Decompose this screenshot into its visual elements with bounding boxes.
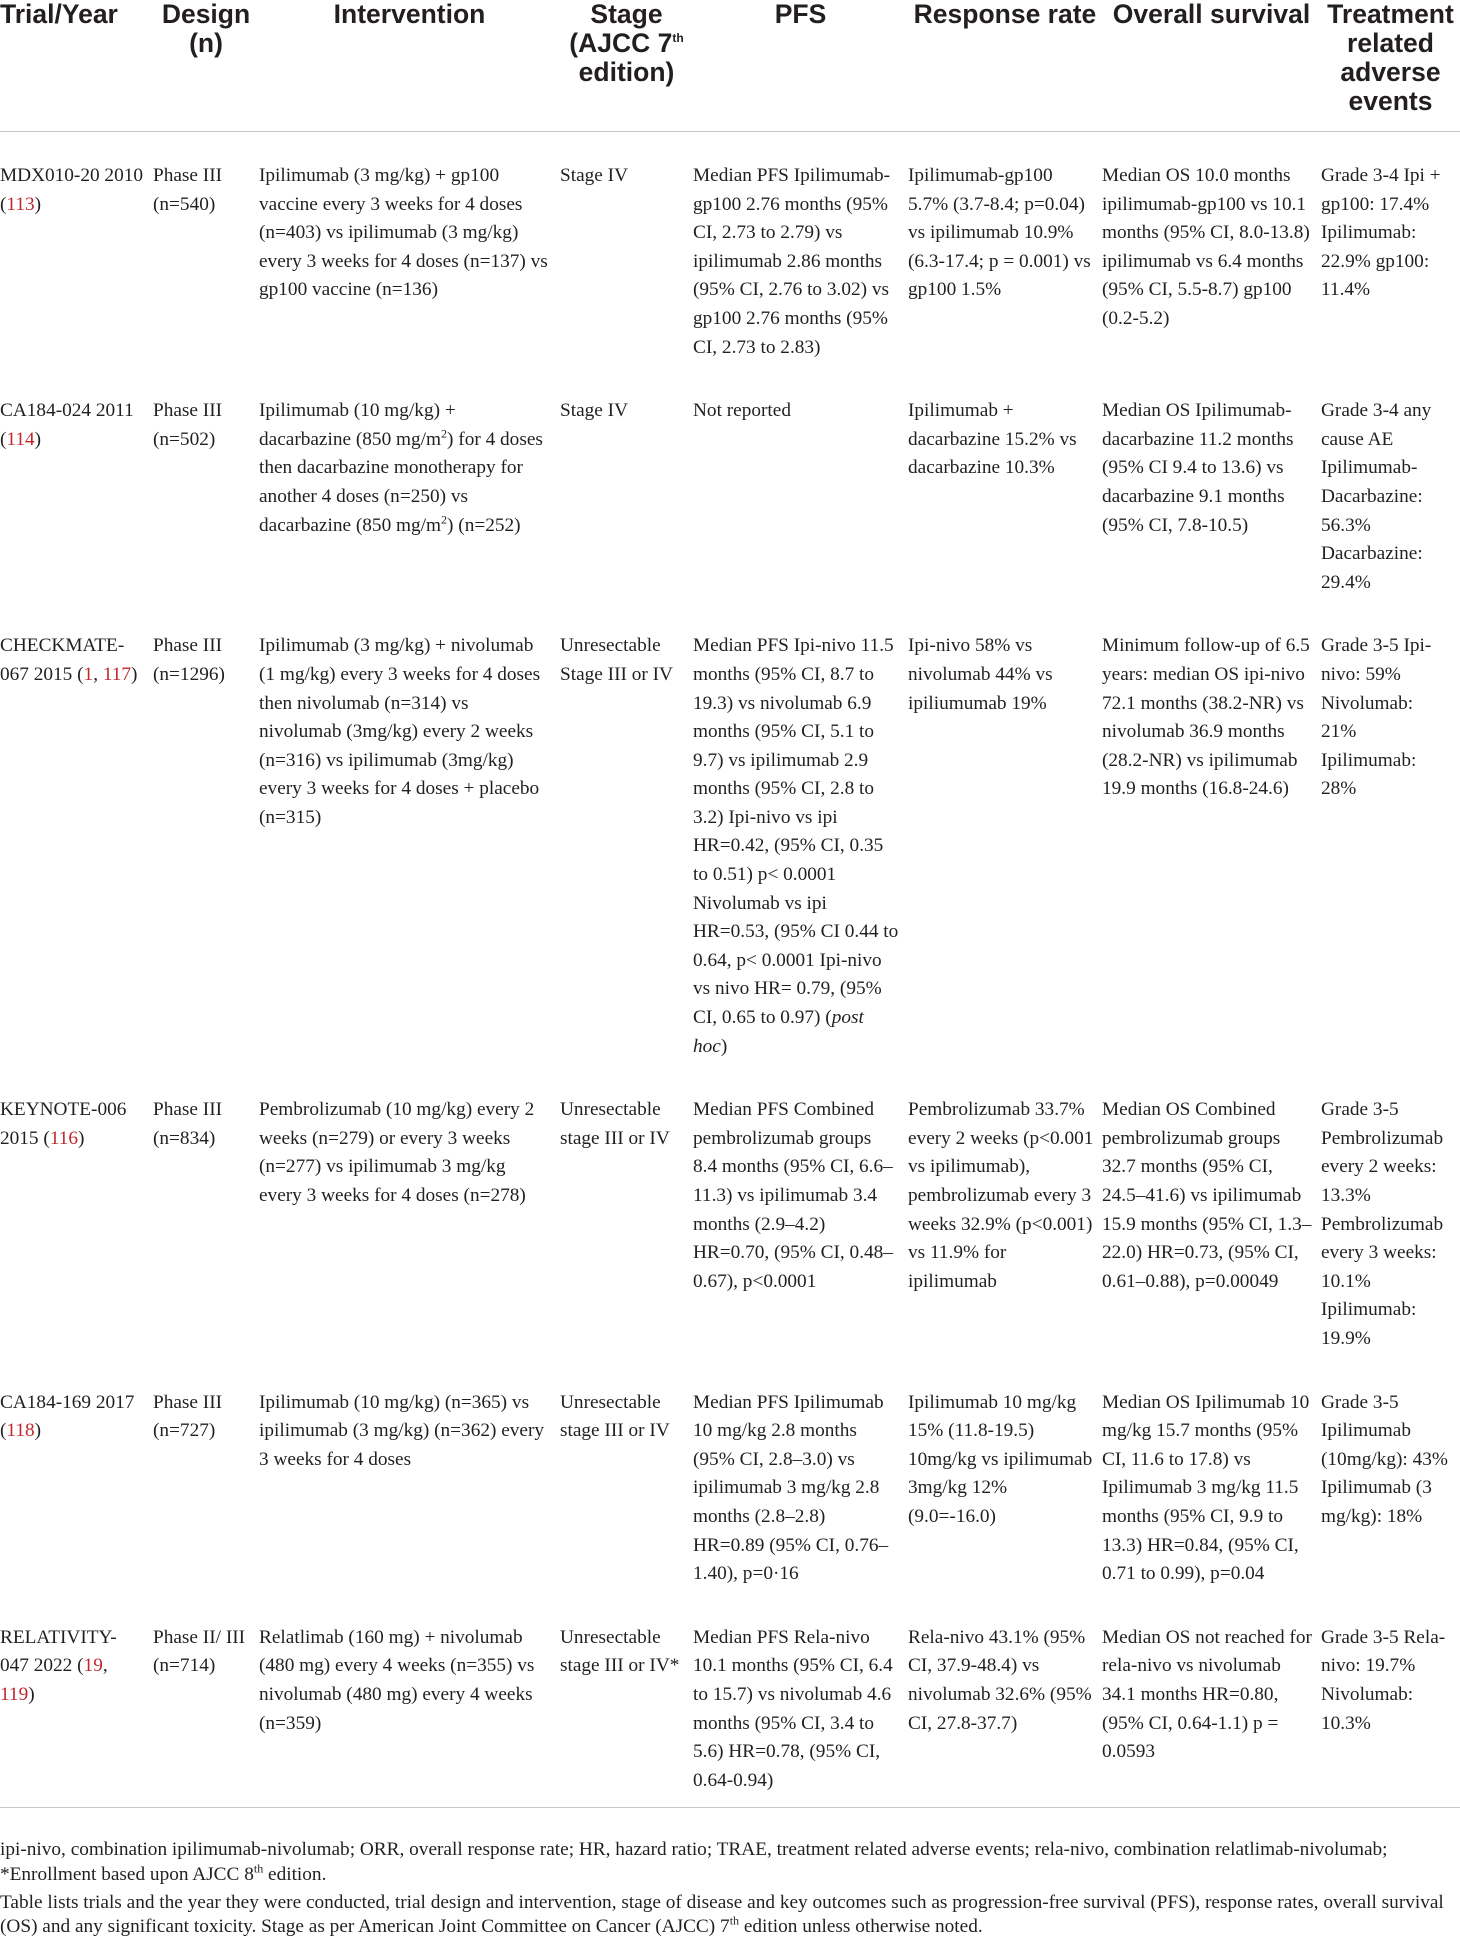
footnote-abbreviations: ipi-nivo, combination ipilimumab-nivolumab; ORR, overall response rate; HR, hazard ratio; TRAE, treatment related adverse events; rela-nivo, combination relatlimab-nivolumab; [0,1839,1388,1860]
cell-intervention: Ipilimumab (3 mg/kg) + gp100 vaccine every 3 weeks for 4 doses (n=403) vs ipilimumab (3 mg/kg) every 3 weeks for 4 doses (n=137) vs gp100 vaccine (n=136) [259,165,548,301]
table-row [0,1596,1460,1808]
cell-trae: Grade 3-5 Rela-nivo: 19.7% Nivolumab: 10.3% [1321,1626,1446,1734]
cell-pfs: Median PFS Combined pembrolizumab groups 8.4 months (95% CI, 6.6–11.3) vs ipilimumab 3.4 months (2.9–4.2) HR=0.70, (95% CI, 0.48–0.67), p<0.0001 [693,1099,893,1292]
header-trae: Treatment related adverse events [1321,0,1460,132]
cell-intervention: Ipilimumab (3 mg/kg) + nivolumab (1 mg/kg) every 3 weeks for 4 doses then nivolumab (n=314) vs nivolumab (3mg/kg) every 2 weeks (n=316) vs ipilimumab (3mg/kg) every 3 weeks for 4 doses + placebo (n=315) [259,635,541,828]
cell-stage: Unresectable stage III or IV* [560,1626,680,1677]
reference-link[interactable]: 114 [6,428,35,450]
cell-design: Phase III (n=502) [153,400,223,450]
cell-os: Median OS 10.0 months ipilimumab-gp100 vs 10.1 months (95% CI, 8.0-13.8) ipilimumab vs 6.4 months (95% CI, 5.5-8.7) gp100 (0.2-5.2) [1102,165,1310,329]
table-row [0,604,1460,1068]
header-response: Response rate [908,0,1102,132]
cell-trial: RELATIVITY-047 2022 (19, 119) [0,1626,117,1705]
cell-pfs: Median PFS Ipilimumab-gp100 2.76 months (95% CI, 2.73 to 2.79) vs ipilimumab 2.86 months (95% CI, 2.76 to 3.02) vs gp100 2.76 months (95% CI, 2.73 to 2.83) [693,165,891,358]
cell-pfs: Not reported [693,400,791,422]
table-header [0,0,1460,132]
cell-trial: CHECKMATE-067 2015 (1, 117) [0,635,138,685]
cell-trae: Grade 3-4 any cause AE Ipilimumab-Dacarbazine: 56.3% Dacarbazine: 29.4% [1321,400,1432,593]
reference-link[interactable]: 117 [102,663,132,685]
reference-link[interactable]: 119 [0,1683,29,1705]
cell-trial: MDX010-20 2010 (113) [0,165,143,215]
cell-os: Median OS Combined pembrolizumab groups 32.7 months (95% CI, 24.5–41.6) vs ipilimumab 15.9 months (95% CI, 1.3–22.0) HR=0.73, (95% CI, 0.61–0.88), p=0.00049 [1102,1099,1312,1292]
cell-os: Median OS Ipilimumab 10 mg/kg 15.7 months (95% CI, 11.6 to 17.8) vs Ipilimumab 3 mg/kg 11.5 months (95% CI, 9.9 to 13.3) HR=0.84, (95% CI, 0.71 to 0.99), p=0.04 [1102,1391,1310,1585]
cell-stage: Stage IV [560,400,629,422]
table-row [0,1068,1460,1360]
reference-link[interactable]: 116 [49,1127,79,1149]
cell-pfs: Median PFS Ipilimumab 10 mg/kg 2.8 months (95% CI, 2.8–3.0) vs ipilimumab 3 mg/kg 2.8 months (2.8–2.8) HR=0.89 (95% CI, 0.76–1.40), p=0·16 [693,1391,889,1585]
reference-link[interactable]: 1 [83,663,94,685]
cell-trae: Grade 3-5 Ipilimumab (10mg/kg): 43% Ipilimumab (3 mg/kg): 18% [1321,1391,1448,1527]
cell-pfs: Median PFS Rela-nivo 10.1 months (95% CI, 6.4 to 15.7) vs nivolumab 4.6 months (95% CI, 3.4 to 5.6) HR=0.78, (95% CI, 0.64-0.94) [693,1626,893,1791]
cell-os: Median OS Ipilimumab-dacarbazine 11.2 months (95% CI 9.4 to 13.6) vs dacarbazine 9.1 months (95% CI, 7.8-10.5) [1102,400,1294,536]
footnote-enrollment: *Enrollment based upon AJCC 8th edition. [0,1861,327,1885]
cell-response: Ipi-nivo 58% vs nivolumab 44% vs ipiliumumab 19% [908,635,1053,714]
cell-trial: KEYNOTE-006 2015 (116) [0,1099,127,1149]
reference-link[interactable]: 118 [6,1420,35,1442]
cell-intervention: Ipilimumab (10 mg/kg) (n=365) vs ipilimumab (3 mg/kg) (n=362) every 3 weeks for 4 doses [259,1391,545,1470]
cell-trial: CA184-024 2011 (114) [0,400,134,450]
header-design: Design (n) [153,0,259,132]
cell-design: Phase III (n=727) [153,1391,223,1442]
table-row [0,1361,1460,1596]
table-row [0,369,1460,604]
header-os: Overall survival [1102,0,1321,132]
cell-trae: Grade 3-4 Ipi + gp100: 17.4% Ipilimumab: 22.9% gp100: 11.4% [1321,165,1441,301]
cell-design: Phase III (n=1296) [153,635,225,685]
header-intervention: Intervention [259,0,560,132]
reference-link[interactable]: 19 [83,1655,103,1677]
cell-intervention: Pembrolizumab (10 mg/kg) every 2 weeks (n=279) or every 3 weeks (n=277) vs ipilimumab 3 mg/kg every 3 weeks for 4 doses (n=278) [259,1099,535,1206]
cell-stage: Unresectable stage III or IV [560,1099,670,1149]
reference-link[interactable]: 113 [6,193,35,215]
cell-trae: Grade 3-5 Ipi-nivo: 59% Nivolumab: 21% Ipilimumab: 28% [1321,635,1432,800]
cell-design: Phase III (n=834) [153,1099,223,1149]
cell-intervention: Ipilimumab (10 mg/kg) + dacarbazine (850 $mg/m^2$) for 4 doses then dacarbazine monotherapy for another 4 doses (n=250) vs dacarbazine (850 $mg/m^2$) (n=252) [259,400,543,536]
cell-intervention: Relatlimab (160 mg) + nivolumab (480 mg) every 4 weeks (n=355) vs nivolumab (480 mg) every 4 weeks (n=359) [259,1626,535,1734]
header-pfs: PFS [693,0,908,132]
cell-response: Ipilimumab-gp100 5.7% (3.7-8.4; p=0.04) vs ipilimumab 10.9% (6.3-17.4; p = 0.001) vs gp100 1.5% [908,165,1091,301]
cell-os: Median OS not reached for rela-nivo vs nivolumab 34.1 months HR=0.80, (95% CI, 0.64-1.1) p = 0.0593 [1102,1626,1312,1763]
cell-pfs: Median PFS Ipi-nivo 11.5 months (95% CI, 8.7 to 19.3) vs nivolumab 6.9 months (95% CI, 5.1 to 9.7) vs ipilimumab 2.9 months (95% CI, 2.8 to 3.2) Ipi-nivo vs ipi HR=0.42, (95% CI, 0.35 to 0.51) p< 0.0001 Nivolumab vs ipi HR=0.53, (95% CI 0.44 to 0.64, p< 0.0001 Ipi-nivo vs nivo HR= 0.79, (95% CI, 0.65 to 0.97) (post hoc) [693,635,899,1057]
cell-response: Pembrolizumab 33.7% every 2 weeks (p<0.001 vs ipilimumab), pembrolizumab every 3 weeks 32.9% (p<0.001) vs 11.9% for ipilimumab [908,1099,1094,1292]
cell-stage: Unresectable Stage III or IV [560,635,673,685]
table-row [0,132,1460,370]
footnote-description-cont: (OS) and any significant toxicity. Stage as per American Joint Committee on Cancer (AJCC) 7th edition unless otherwise noted. [0,1913,983,1937]
cell-trae: Grade 3-5 Pembrolizumab every 2 weeks: 13.3% Pembrolizumab every 3 weeks: 10.1% Ipilimumab: 19.9% [1321,1099,1444,1349]
cell-response: Ipilimumab + dacarbazine 15.2% vs dacarbazine 10.3% [908,400,1077,479]
cell-trial: CA184-169 2017 (118) [0,1391,135,1442]
header-stage: Stage (AJCC 7th edition) [560,0,693,132]
footnote-description: Table lists trials and the year they were conducted, trial design and intervention, stage of disease and key outcomes such as progression-free survival (PFS), response rates, overall survival [0,1892,1444,1913]
cell-stage: Stage IV [560,165,629,186]
cell-design: Phase II/ III (n=714) [153,1626,246,1677]
header-trial: Trial/Year [0,0,153,132]
cell-response: Ipilimumab 10 mg/kg 15% (11.8-19.5) 10mg/kg vs ipilimumab 3mg/kg 12% (9.0=-16.0) [908,1391,1093,1527]
cell-design: Phase III (n=540) [153,165,223,215]
cell-stage: Unresectable stage III or IV [560,1391,670,1442]
cell-os: Minimum follow-up of 6.5 years: median OS ipi-nivo 72.1 months (38.2-NR) vs nivolumab 36.9 months (28.2-NR) vs ipilimumab 19.9 months (16.8-24.6) [1102,635,1310,800]
cell-response: Rela-nivo 43.1% (95% CI, 37.9-48.4) vs nivolumab 32.6% (95% CI, 27.8-37.7) [908,1626,1092,1734]
